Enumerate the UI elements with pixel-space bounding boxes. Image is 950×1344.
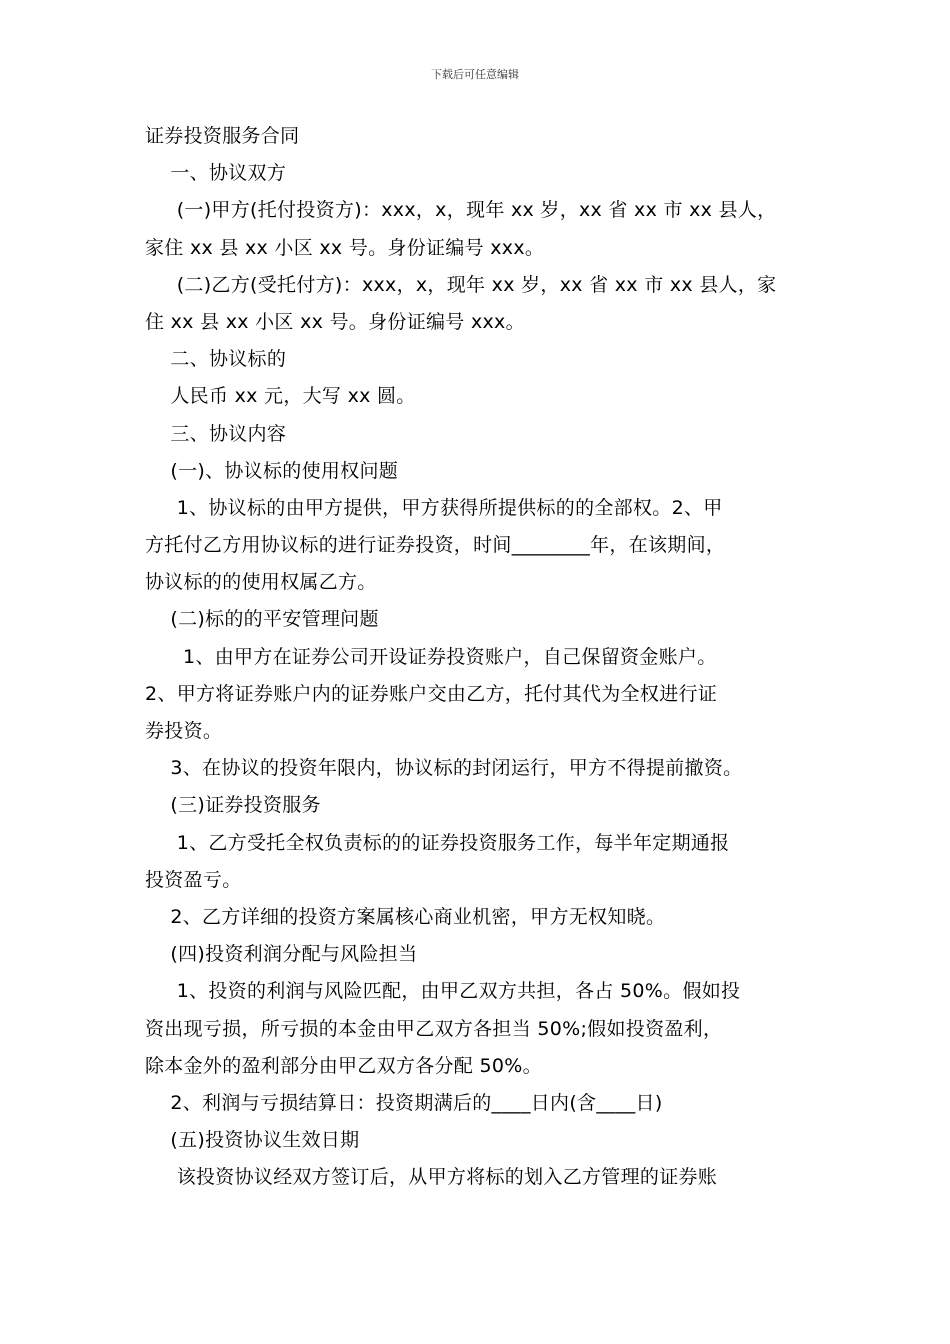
document-line: (二)乙方(受托付方)：xxx，x，现年 xx 岁，xx 省 xx 市 xx 县人，家 bbox=[145, 273, 777, 296]
document-line: 券投资。 bbox=[145, 720, 223, 742]
document-line: (二)标的的平安管理问题 bbox=[145, 608, 379, 631]
document-line: 1、由甲方在证券公司开设证券投资账户，自己保留资金账户。 bbox=[145, 645, 717, 668]
document-line: 三、协议内容 bbox=[145, 422, 287, 445]
document-line: 该投资协议经双方签订后，从甲方将标的划入乙方管理的证券账 bbox=[145, 1166, 718, 1189]
document-line: (五)投资协议生效日期 bbox=[145, 1129, 360, 1152]
document-line: 一、协议双方 bbox=[145, 162, 287, 185]
document-line: 二、协议标的 bbox=[145, 348, 287, 371]
document-line: 住 xx 县 xx 小区 xx 号。身份证编号 xxx。 bbox=[145, 310, 525, 333]
page-header: 下载后可任意编辑 bbox=[431, 68, 519, 81]
document-line: 2、利润与亏损结算日：投资期满后的____日内(含____日) bbox=[145, 1091, 663, 1114]
document-line: 1、乙方受托全权负责标的的证券投资服务工作，每半年定期通报 bbox=[145, 831, 730, 854]
document-line: 人民币 xx 元，大写 xx 圆。 bbox=[145, 385, 416, 408]
document-line: 2、乙方详细的投资方案属核心商业机密，甲方无权知晓。 bbox=[145, 905, 666, 928]
document-line: 3、在协议的投资年限内，协议标的封闭运行，甲方不得提前撤资。 bbox=[145, 757, 743, 780]
document-line: 协议标的的使用权属乙方。 bbox=[145, 571, 377, 594]
document-line: (四)投资利润分配与风险担当 bbox=[145, 943, 418, 966]
document-line: 家住 xx 县 xx 小区 xx 号。身份证编号 xxx。 bbox=[145, 236, 545, 259]
document-body bbox=[145, 118, 815, 1196]
document-line: 1、投资的利润与风险匹配，由甲乙双方共担，各占 50%。假如投 bbox=[145, 980, 741, 1003]
document-line: 2、甲方将证券账户内的证券账户交由乙方，托付其代为全权进行证 bbox=[145, 682, 718, 705]
document-line: (一)甲方(托付投资方)：xxx，x，现年 xx 岁，xx 省 xx 市 xx 县人， bbox=[145, 199, 777, 222]
document-line: (三)证券投资服务 bbox=[145, 794, 321, 817]
document-line: 投资盈亏。 bbox=[145, 868, 242, 891]
document-line: 资出现亏损，所亏损的本金由甲乙双方各担当 50%;假如投资盈利， bbox=[145, 1017, 723, 1040]
document-line: 除本金外的盈利部分由甲乙双方各分配 50%。 bbox=[145, 1054, 542, 1077]
document-line: 1、协议标的由甲方提供，甲方获得所提供标的的全部权。2、甲 bbox=[145, 496, 723, 519]
document-line: 方托付乙方用协议标的进行证券投资，时间________年，在该期间， bbox=[145, 534, 726, 557]
document-line: (一)、协议标的使用权问题 bbox=[145, 459, 399, 482]
document-title: 证券投资服务合同 bbox=[145, 125, 300, 147]
